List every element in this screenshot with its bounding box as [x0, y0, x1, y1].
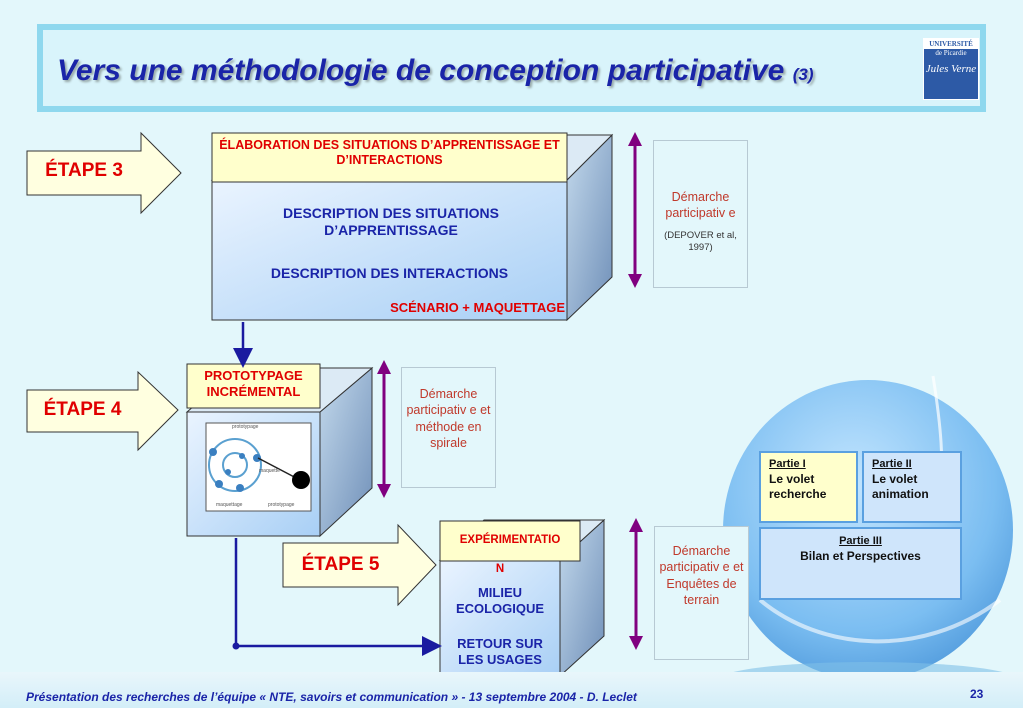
note-etape4: Démarche participativ e et méthode en spirale	[401, 367, 496, 488]
spiral-label-bottom-left: maquettage	[216, 502, 243, 508]
page-number: 23	[970, 687, 984, 701]
double-arrow-3	[629, 518, 643, 650]
etape3-label: ÉTAPE 3	[45, 160, 123, 181]
page-title: Vers une méthodologie de conception participative (3)	[57, 54, 814, 87]
part1-box: Partie I Le volet recherche	[759, 451, 858, 523]
spiral-label-right: maquette	[259, 468, 280, 474]
university-logo: UNIVERSITÉ de Picardie Jules Verne	[923, 38, 979, 100]
footer-text: Présentation des recherches de l’équipe « NTE, savoirs et communication » - 13 septembre 2004 - D. Leclet	[26, 690, 637, 704]
box5-header-wrap: N	[495, 563, 505, 575]
box3-header: ÉLABORATION DES SITUATIONS D’APPRENTISSAGE ET D’INTERACTIONS	[219, 138, 560, 167]
note-etape5: Démarche participativ e et Enquêtes de terrain	[654, 526, 749, 660]
spiral-label-top: prototypage	[232, 424, 259, 430]
footer-bar	[0, 672, 1023, 708]
etape5-label: ÉTAPE 5	[301, 554, 380, 575]
box3-line3: SCÉNARIO + MAQUETTAGE	[390, 300, 565, 315]
part2-box: Partie II Le volet animation	[862, 451, 962, 523]
double-arrow-1	[628, 132, 642, 288]
spiral-label-bottom-right: prototypage	[268, 502, 295, 508]
box5-line2: RETOUR SUR LES USAGES	[457, 636, 543, 667]
box3-line1: DESCRIPTION DES SITUATIONS D’APPRENTISSAGE	[283, 205, 499, 238]
etape4-label: ÉTAPE 4	[43, 399, 122, 420]
box5-header: EXPÉRIMENTATIO	[459, 534, 561, 546]
box3-line2: DESCRIPTION DES INTERACTIONS	[270, 265, 509, 281]
spiral-diagram-image	[206, 423, 311, 511]
double-arrow-2	[377, 360, 391, 498]
box5-line1: MILIEU ECOLOGIQUE	[455, 585, 545, 616]
part3-box: Partie III Bilan et Perspectives	[759, 527, 962, 600]
box4-header: PROTOTYPAGE INCRÉMENTAL	[204, 368, 303, 399]
note-etape3: Démarche participativ e (DEPOVER et al, 1997)	[653, 140, 748, 288]
